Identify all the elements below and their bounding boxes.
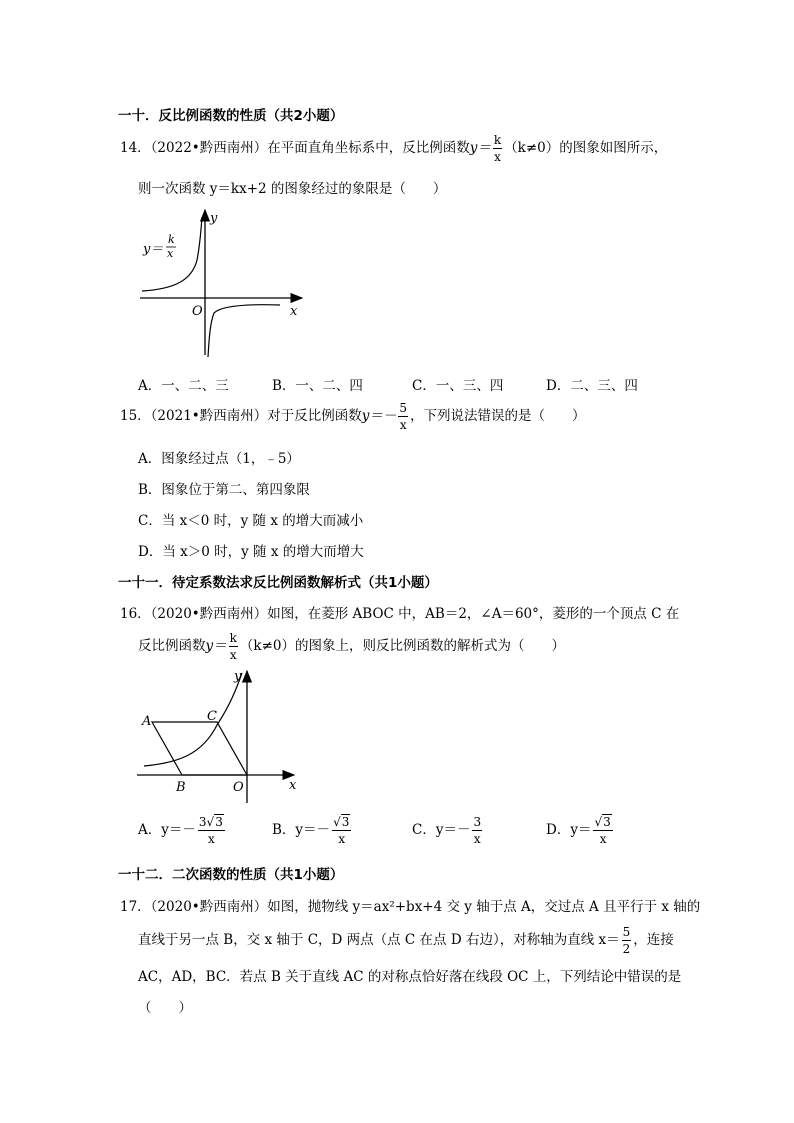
radical-icon: √ xyxy=(594,815,603,829)
q16-option-b xyxy=(272,816,353,845)
q16-origin-label: O xyxy=(233,780,244,795)
section-title-11: 一十一．待定系数法求反比例函数解析式（共1小题） xyxy=(118,575,438,591)
question-16-line1: 16．（2020•黔西南州）如图，在菱形 ABOC 中，AB＝2，∠A＝60°，菱形的一个顶点 C 在 xyxy=(120,606,680,622)
q17-fraction xyxy=(622,926,632,955)
q14-curve-right xyxy=(208,305,280,357)
q16-frac-den: x xyxy=(229,648,237,662)
q16-rhombus-abo-c xyxy=(152,722,247,775)
q14-x-label: x xyxy=(290,304,298,319)
q16-option-a-radicand: 3 xyxy=(215,815,223,829)
q14-option-b: B．一、二、四 xyxy=(272,378,363,394)
question-17-line4: （ ） xyxy=(138,1000,192,1016)
q16-option-d-radicand: 3 xyxy=(603,815,611,829)
q16-option-c-fraction xyxy=(472,816,482,845)
q14-frac-den: x xyxy=(494,150,501,164)
q16-option-d xyxy=(546,816,615,845)
q16-option-b-label: B．y＝－ xyxy=(272,822,331,838)
q14-option-d: D．二、三、四 xyxy=(546,378,638,394)
q16-option-a-coef: 3 xyxy=(198,815,207,829)
question-15-line1 xyxy=(120,402,586,431)
q16-option-b-radicand: 3 xyxy=(341,815,350,829)
q15-prefix: 15．（2021•黔西南州）对于反比例函数 xyxy=(120,408,362,424)
q14-y-label: y xyxy=(210,211,218,226)
q16-option-a-den: x xyxy=(207,832,215,846)
q16-line2-prefix: 反比例函数 xyxy=(138,638,206,654)
question-16-line2 xyxy=(138,632,565,661)
q16-y-eq: y＝ xyxy=(205,638,227,654)
q15-frac-num: 5 xyxy=(399,401,408,415)
radical-icon: √ xyxy=(206,815,215,829)
q17-line2-prefix: 直线于另一点 B，交 x 轴于 C，D 两点（点 C 在点 D 右边），对称轴为直线 x＝ xyxy=(138,932,620,948)
q16-hyperbola xyxy=(144,673,242,766)
q15-suffix: ，下列说法错误的是（ ） xyxy=(410,408,586,424)
q17-frac-den: 2 xyxy=(622,942,631,956)
q16-option-c-den: x xyxy=(473,832,481,846)
section-title-10: 一十．反比例函数的性质（共2小题） xyxy=(118,108,344,124)
q16-option-d-label: D．y＝ xyxy=(546,822,592,838)
q14-curve-den: x xyxy=(167,247,174,260)
q16-point-a-label: A xyxy=(142,714,152,729)
question-14-line2: 则一次函数 y＝kx+2 的图象经过的象限是（ ） xyxy=(138,181,447,197)
q15-option-a: A．图象经过点（1，﹣5） xyxy=(138,451,300,467)
question-17-line1: 17．（2020•黔西南州）如图，抛物线 y＝ax²+bx+4 交 y 轴于点 A，交过点 A 且平行于 x 轴的 xyxy=(120,899,701,915)
q14-option-a: A．一、二、三 xyxy=(138,378,229,394)
q16-fraction xyxy=(229,632,238,661)
question-17-line3: AC，AD，BC．若点 B 关于直线 AC 的对称点恰好落在线段 OC 上，下列结论中错误的是 xyxy=(138,969,682,985)
q16-point-b-label: B xyxy=(176,780,186,795)
q14-fraction xyxy=(493,134,502,163)
q16-option-a xyxy=(138,816,227,845)
q16-line2-suffix: （k≠0）的图象上，则反比例函数的解析式为（ ） xyxy=(239,638,566,654)
q16-option-d-den: x xyxy=(599,832,607,846)
q16-figure xyxy=(132,665,307,810)
q16-option-d-num xyxy=(593,816,612,831)
q16-option-b-den: x xyxy=(338,832,346,846)
q14-y-eq: y＝ xyxy=(469,140,491,156)
q15-frac-den: x xyxy=(399,418,407,432)
q16-option-c xyxy=(412,816,484,845)
q14-origin-label: O xyxy=(192,304,203,319)
q16-option-b-num xyxy=(332,816,351,831)
q16-option-a-label: A．y＝－ xyxy=(138,822,196,838)
q16-option-c-num: 3 xyxy=(473,815,482,829)
q15-option-c: C．当 x＜0 时，y 随 x 的增大而减小 xyxy=(138,513,364,529)
q14-suffix: （k≠0）的图象如图所示， xyxy=(504,140,668,156)
q14-figure xyxy=(130,205,310,365)
q14-prefix: 14．（2022•黔西南州）在平面直角坐标系中，反比例函数 xyxy=(120,140,470,156)
q17-line2-suffix: ，连接 xyxy=(633,932,674,948)
question-17-line2 xyxy=(138,926,674,955)
q14-option-c: C．一、三、四 xyxy=(412,378,504,394)
q15-fraction xyxy=(398,402,408,431)
q16-option-b-fraction xyxy=(332,816,351,845)
q16-option-c-label: C．y＝－ xyxy=(412,822,471,838)
q16-x-label: x xyxy=(289,778,297,793)
q16-option-a-fraction xyxy=(198,816,225,845)
section-title-12: 一十二．二次函数的性质（共1小题） xyxy=(118,867,344,883)
q16-frac-num: k xyxy=(229,631,237,645)
q15-option-b: B．图象位于第二、第四象限 xyxy=(138,482,310,498)
q14-frac-num: k xyxy=(493,133,502,147)
radical-icon: √ xyxy=(333,815,341,829)
q16-option-d-fraction xyxy=(593,816,612,845)
q16-point-c-label: C xyxy=(207,709,217,724)
q17-frac-num: 5 xyxy=(622,925,631,939)
q15-option-d: D．当 x＞0 时，y 随 x 的增大而增大 xyxy=(138,544,364,560)
q14-curve-num: k xyxy=(168,233,175,246)
q16-y-label: y xyxy=(234,669,242,684)
q14-curve-eq-label: y＝ xyxy=(143,242,164,257)
q16-option-a-num xyxy=(198,816,225,831)
q15-y-eq: y＝－ xyxy=(361,408,397,424)
question-14-line1 xyxy=(120,134,667,163)
